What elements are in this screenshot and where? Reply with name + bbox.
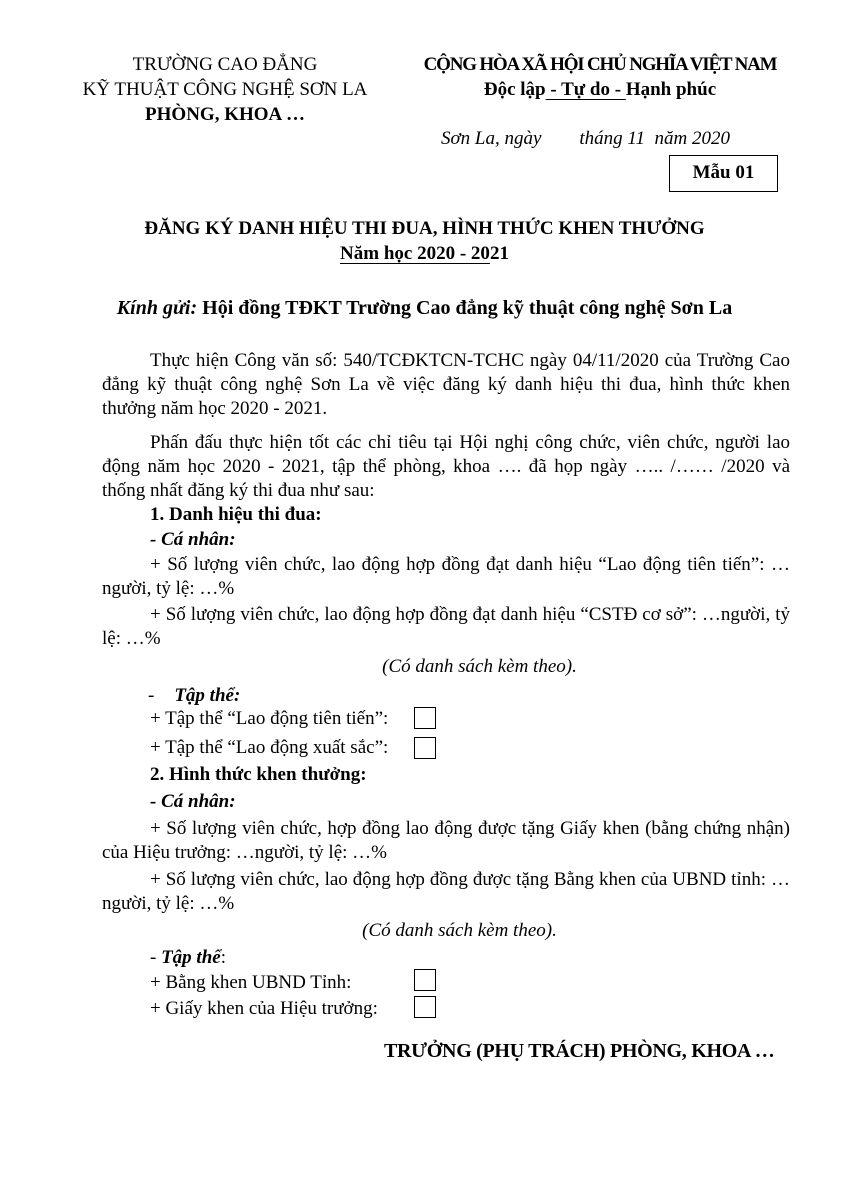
document-title: ĐĂNG KÝ DANH HIỆU THI ĐUA, HÌNH THỨC KHEN THƯỞNG: [144, 218, 705, 239]
section1-collective-label: Tập thể:: [174, 685, 241, 706]
section1-heading: 1. Danh hiệu thi đua:: [150, 504, 322, 525]
nation-title: CỘNG HÒA XÃ HỘI CHỦ NGHĨA VIỆT NAM: [423, 54, 777, 75]
section2-collective-label: Tập thể: [161, 947, 221, 968]
section2-collective-dash: -: [150, 947, 162, 968]
section1-collective-line: [148, 684, 836, 708]
school-year: [0, 243, 849, 265]
recipient-label: Kính gửi:: [116, 297, 198, 319]
paragraph-commitment: Phấn đấu thực hiện tốt các chỉ tiêu tại Hội nghị công chức, viên chức, người lao động năm học 2020 - 2021, tập thể phòng, khoa …. đã họp ngày ….. /…… /2020 và thống nhất đăng ký thi đua như sau:: [102, 432, 790, 501]
checkbox-principal-merit[interactable]: [414, 996, 436, 1018]
section1-collective-item1: + Tập thể “Lao động tiên tiến”:: [150, 708, 389, 729]
section1-collective-dash: -: [148, 685, 155, 706]
section2-individual-label: - Cá nhân:: [150, 791, 236, 812]
section2-attached-note: (Có danh sách kèm theo).: [362, 920, 557, 941]
school-year-part-1: Năm học 2020 - 20: [340, 243, 490, 264]
recipient-line: [0, 297, 849, 320]
section2-collective-line: [150, 946, 838, 970]
checkbox-collective-excellent-labor[interactable]: [414, 737, 436, 759]
checkbox-provincial-merit[interactable]: [414, 969, 436, 991]
school-year-part-2: 21: [489, 243, 509, 264]
paragraph-reference: Thực hiện Công văn số: 540/TCĐKTCN-TCHC ngày 04/11/2020 của Trường Cao đẳng kỹ thuật công nghệ Sơn La về việc đăng ký danh hiệu thi đua, hình thức khen thưởng năm học 2020 - 2021.: [102, 350, 790, 419]
college-name-line1: TRƯỜNG CAO ĐẲNG: [132, 54, 318, 75]
motto: [400, 77, 800, 102]
section2-item2: + Số lượng viên chức, lao động hợp đồng được tặng Bằng khen của UBND tỉnh: …người, tỷ lệ: …%: [102, 869, 790, 914]
section2-collective-colon: :: [220, 947, 226, 968]
section1-item1: + Số lượng viên chức, lao động hợp đồng đạt danh hiệu “Lao động tiên tiến”: …người, tỷ lệ: …%: [102, 554, 790, 599]
section1-collective-item2: + Tập thể “Lao động xuất sắc”:: [150, 737, 389, 758]
checkbox-collective-advanced-labor[interactable]: [414, 707, 436, 729]
section1-individual-label: - Cá nhân:: [150, 529, 236, 550]
department-name: PHÒNG, KHOA …: [145, 104, 305, 125]
section1-attached-note: (Có danh sách kèm theo).: [382, 656, 577, 677]
motto-part-3: Hạnh phúc: [625, 79, 717, 100]
place-date: Sơn La, ngày tháng 11 năm 2020: [441, 128, 730, 149]
header-left: [60, 52, 390, 127]
recipient-value: Hội đồng TĐKT Trường Cao đẳng kỹ thuật công nghệ Sơn La: [197, 297, 733, 319]
form-code-box: Mẫu 01: [669, 155, 778, 192]
motto-part-2: - Tự do -: [545, 79, 626, 100]
signature-title: TRƯỞNG (PHỤ TRÁCH) PHÒNG, KHOA …: [384, 1040, 775, 1062]
header-right: [400, 52, 800, 102]
section2-item1: + Số lượng viên chức, hợp đồng lao động được tặng Giấy khen (bằng chứng nhận) của Hiệu trưởng: …người, tỷ lệ: …%: [102, 818, 790, 863]
motto-part-1: Độc lập: [483, 79, 546, 100]
section2-collective-item2: + Giấy khen của Hiệu trưởng:: [150, 998, 378, 1019]
section2-collective-item1: + Bằng khen UBND Tỉnh:: [150, 972, 352, 993]
section1-item2: + Số lượng viên chức, lao động hợp đồng đạt danh hiệu “CSTĐ cơ sở”: …người, tỷ lệ: …%: [102, 604, 790, 649]
college-name-line2: KỸ THUẬT CÔNG NGHỆ SƠN LA: [82, 79, 368, 100]
section2-heading: 2. Hình thức khen thưởng:: [150, 764, 367, 785]
